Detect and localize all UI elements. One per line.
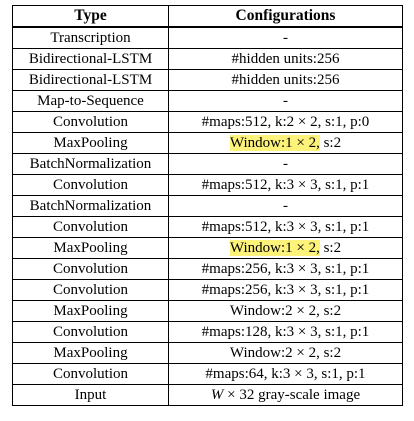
type-column-header: Type	[13, 6, 169, 28]
config-text: #maps:128, k:3 × 3, s:1, p:1	[201, 324, 370, 340]
layer-type-cell: Convolution	[13, 259, 169, 280]
layer-config-cell	[169, 343, 403, 364]
layer-type-cell: MaxPooling	[13, 133, 169, 154]
config-text: Window:2 × 2, s:2	[229, 303, 342, 319]
config-math-variable: W	[210, 387, 224, 403]
layer-type-cell: Convolution	[13, 280, 169, 301]
layer-type-cell: Transcription	[13, 27, 169, 49]
layer-config-cell	[169, 280, 403, 301]
layer-type-cell: BatchNormalization	[13, 196, 169, 217]
table-row	[13, 364, 403, 385]
layer-config-cell	[169, 322, 403, 343]
network-configuration-table	[12, 5, 403, 406]
table-body	[13, 27, 403, 406]
layer-config-cell	[169, 364, 403, 385]
configurations-column-header: Configurations	[169, 6, 403, 28]
layer-type-cell: BatchNormalization	[13, 154, 169, 175]
config-text: -	[283, 30, 288, 46]
table-row	[13, 112, 403, 133]
config-text: #maps:512, k:2 × 2, s:1, p:0	[201, 114, 370, 130]
config-text: s:2	[319, 135, 342, 151]
config-text: #hidden units:256	[231, 72, 340, 88]
table-row	[13, 70, 403, 91]
config-text: -	[283, 93, 288, 109]
layer-config-cell	[169, 91, 403, 112]
layer-type-cell: Bidirectional-LSTM	[13, 70, 169, 91]
config-text: Window:2 × 2, s:2	[229, 345, 342, 361]
config-text: -	[283, 198, 288, 214]
table-row	[13, 49, 403, 70]
table-row	[13, 217, 403, 238]
table-row	[13, 175, 403, 196]
table-row	[13, 238, 403, 259]
layer-type-cell: Convolution	[13, 112, 169, 133]
config-text: #maps:512, k:3 × 3, s:1, p:1	[201, 219, 370, 235]
layer-type-cell: MaxPooling	[13, 343, 169, 364]
table-row	[13, 280, 403, 301]
table-row	[13, 322, 403, 343]
layer-type-cell: Convolution	[13, 175, 169, 196]
table-row	[13, 133, 403, 154]
config-text: × 32 gray-scale image	[223, 387, 361, 403]
config-text: #hidden units:256	[231, 51, 340, 67]
table-row	[13, 343, 403, 364]
table-row	[13, 385, 403, 406]
layer-type-cell: Convolution	[13, 364, 169, 385]
table-row	[13, 27, 403, 49]
layer-config-cell	[169, 154, 403, 175]
table-row	[13, 301, 403, 322]
layer-type-cell: Map-to-Sequence	[13, 91, 169, 112]
layer-config-cell	[169, 259, 403, 280]
layer-config-cell	[169, 112, 403, 133]
config-text: #maps:512, k:3 × 3, s:1, p:1	[201, 177, 370, 193]
config-text: s:2	[319, 240, 342, 256]
layer-config-cell	[169, 196, 403, 217]
config-text: -	[283, 156, 288, 172]
layer-config-cell	[169, 385, 403, 406]
layer-config-cell	[169, 27, 403, 49]
layer-type-cell: Input	[13, 385, 169, 406]
table-row	[13, 91, 403, 112]
layer-config-cell	[169, 238, 403, 259]
layer-config-cell	[169, 70, 403, 91]
layer-config-cell	[169, 133, 403, 154]
config-highlighted-text: Window:1 × 2,	[229, 240, 320, 256]
table-row	[13, 259, 403, 280]
layer-type-cell: MaxPooling	[13, 301, 169, 322]
layer-type-cell: Bidirectional-LSTM	[13, 49, 169, 70]
config-text: #maps:256, k:3 × 3, s:1, p:1	[201, 282, 370, 298]
config-text: #maps:64, k:3 × 3, s:1, p:1	[205, 366, 366, 382]
layer-config-cell	[169, 49, 403, 70]
layer-type-cell: Convolution	[13, 322, 169, 343]
config-text: #maps:256, k:3 × 3, s:1, p:1	[201, 261, 370, 277]
config-highlighted-text: Window:1 × 2,	[229, 135, 320, 151]
table-header-row	[13, 6, 403, 28]
layer-type-cell: MaxPooling	[13, 238, 169, 259]
layer-type-cell: Convolution	[13, 217, 169, 238]
layer-config-cell	[169, 301, 403, 322]
layer-config-cell	[169, 217, 403, 238]
table-row	[13, 196, 403, 217]
table-row	[13, 154, 403, 175]
layer-config-cell	[169, 175, 403, 196]
